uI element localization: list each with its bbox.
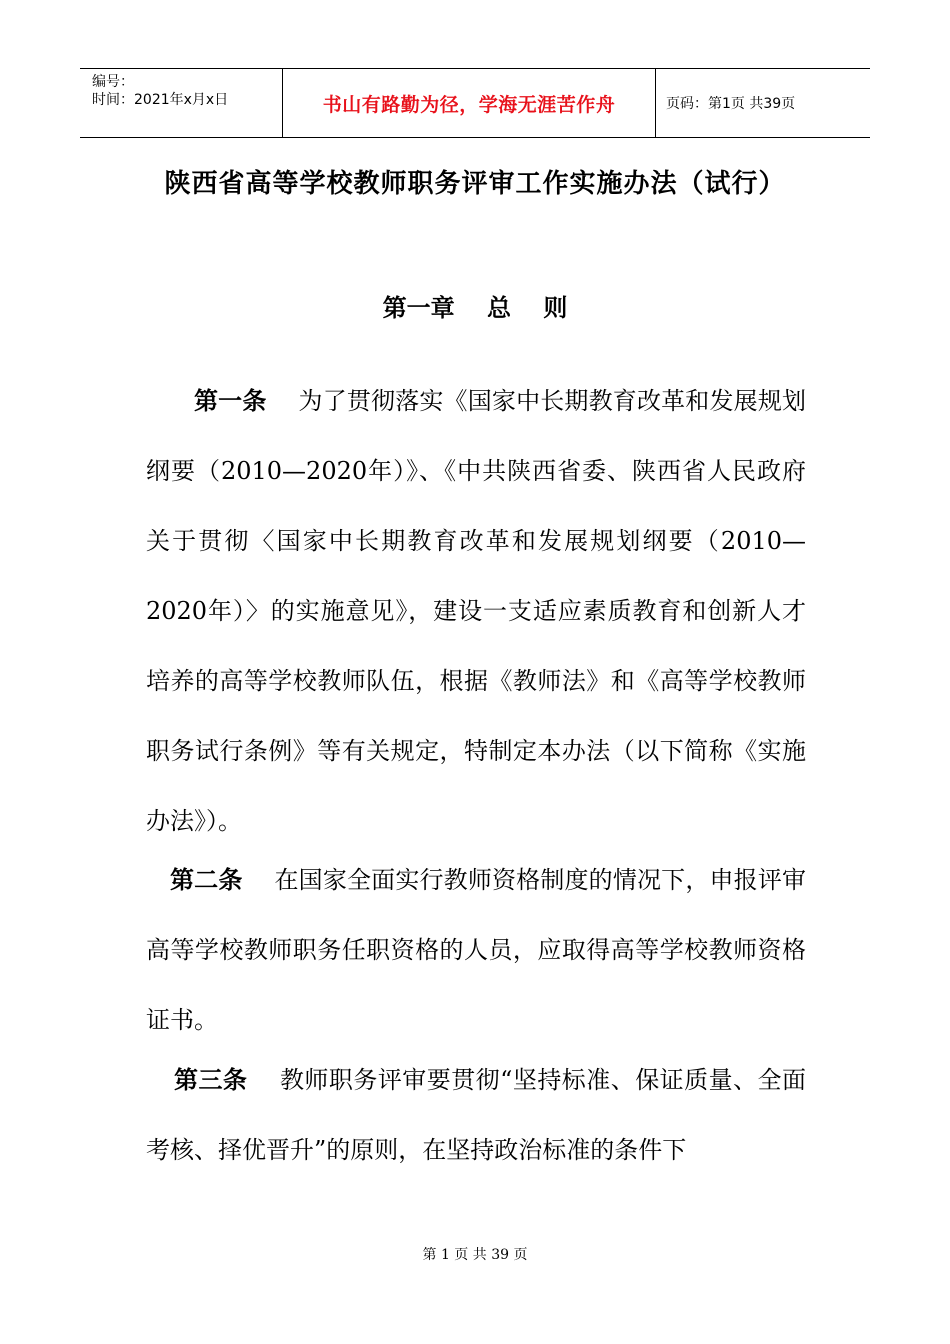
chapter-heading (0, 288, 950, 323)
date-label: 时间：2021年x月x日 (92, 92, 229, 108)
article-2-head: 第二条 (170, 866, 243, 894)
article-2 (146, 845, 806, 1055)
article-1 (146, 366, 806, 856)
document-header (80, 68, 870, 138)
header-motto: 书山有路勤为径，学海无涯苦作舟 (282, 69, 656, 137)
header-meta (80, 69, 282, 137)
article-1-text: 为了贯彻落实《国家中长期教育改革和发展规划纲要（2010—2020年）》、《中共陕西省委、陕西省人民政府关于贯彻〈国家中长期教育改革和发展规划纲要（2010—2020年）〉的实施意见》，建设一支适应素质教育和创新人才培养的高等学校教师队伍，根据《教师法》和《高等学校教师职务试行条例》等有关规定，特制定本办法（以下简称《实施办法》）。 (146, 387, 807, 835)
page-footer: 第 1 页 共 39 页 (422, 1247, 528, 1263)
article-1-head: 第一条 (194, 387, 267, 415)
header-page-info: 页码：第1页 共39页 (666, 96, 796, 112)
article-3-text: 教师职务评审要贯彻“坚持标准、保证质量、全面考核、择优晋升”的原则，在坚持政治标准的条件下 (146, 1066, 806, 1164)
article-3 (146, 1045, 806, 1185)
chapter-heading-text: 第一章 总 则 (382, 294, 568, 322)
number-label: 编号： (92, 74, 134, 90)
article-2-text: 在国家全面实行教师资格制度的情况下，申报评审高等学校教师职务任职资格的人员，应取得高等学校教师资格证书。 (146, 866, 807, 1034)
document-title: 陕西省高等学校教师职务评审工作实施办法（试行） (164, 169, 786, 199)
article-3-head: 第三条 (174, 1066, 248, 1094)
